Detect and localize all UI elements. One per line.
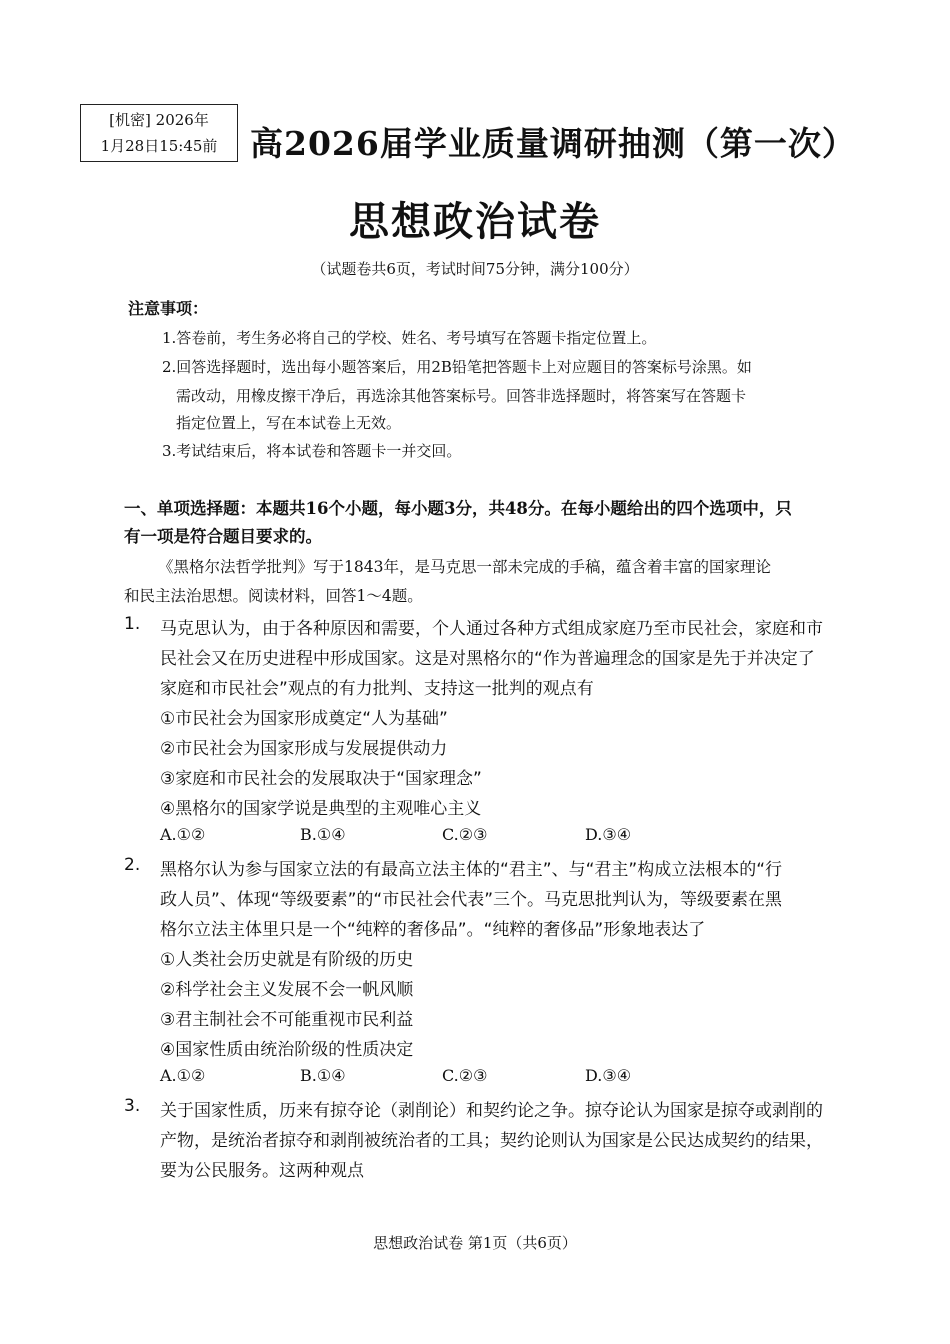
- question-3-stem: 要为公民服务。这两种观点: [160, 1161, 364, 1181]
- material-intro-cont: 和民主法治思想。阅读材料，回答1～4题。: [124, 587, 423, 605]
- question-number: 1.: [124, 614, 141, 634]
- question-2-option-d: D.③④: [585, 1066, 632, 1085]
- question-number: 2.: [124, 855, 141, 875]
- stamp-line-2: 1月28日15:45前: [100, 137, 218, 155]
- exam-title: 高2026届学业质量调研抽测（第一次）: [250, 124, 856, 163]
- question-1-stem: 民社会又在历史进程中形成国家。这是对黑格尔的“作为普遍理念的国家是先于并决定了: [160, 649, 815, 669]
- question-1-option-a: A.①②: [160, 825, 206, 844]
- question-2-item: ②科学社会主义发展不会一帆风顺: [160, 980, 414, 1000]
- question-2-option-c: C.②③: [442, 1066, 488, 1085]
- question-1-option-d: D.③④: [585, 825, 632, 844]
- question-2-stem: 格尔立法主体里只是一个“纯粹的奢侈品”。“纯粹的奢侈品”形象地表达了: [160, 920, 706, 940]
- question-1-item: ④黑格尔的国家学说是典型的主观唯心主义: [160, 799, 482, 819]
- question-2-item: ③君主制社会不可能重视市民利益: [160, 1010, 414, 1030]
- note-line: 3.考试结束后，将本试卷和答题卡一并交回。: [162, 442, 462, 460]
- question-1-item: ③家庭和市民社会的发展取决于“国家理念”: [160, 769, 482, 789]
- stamp-line-1: [机密] 2026年: [109, 111, 209, 129]
- question-2-option-b: B.①④: [300, 1066, 346, 1085]
- question-1-item: ②市民社会为国家形成与发展提供动力: [160, 739, 448, 759]
- question-number: 3.: [124, 1096, 141, 1116]
- section-heading-cont: 有一项是符合题目要求的。: [124, 527, 322, 546]
- question-1-item: ①市民社会为国家形成奠定“人为基础”: [160, 709, 448, 729]
- exam-info: （试题卷共6页，考试时间75分钟，满分100分）: [311, 260, 639, 278]
- note-line: 指定位置上，写在本试卷上无效。: [176, 414, 402, 432]
- question-3-stem: 关于国家性质，历来有掠夺论（剥削论）和契约论之争。掠夺论认为国家是掠夺或剥削的: [160, 1101, 823, 1121]
- question-2-stem: 黑格尔认为参与国家立法的有最高立法主体的“君主”、与“君主”构成立法根本的“行: [160, 860, 783, 880]
- question-1-stem: 马克思认为，由于各种原因和需要，个人通过各种方式组成家庭乃至市民社会，家庭和市: [160, 619, 823, 639]
- confidential-stamp: [80, 104, 238, 162]
- question-3-stem: 产物，是统治者掠夺和剥削被统治者的工具；契约论则认为国家是公民达成契约的结果，: [160, 1131, 823, 1151]
- question-2-item: ④国家性质由统治阶级的性质决定: [160, 1040, 414, 1060]
- question-2-stem: 政人员”、体现“等级要素”的“市民社会代表”三个。马克思批判认为，等级要素在黑: [160, 890, 783, 910]
- question-2-item: ①人类社会历史就是有阶级的历史: [160, 950, 414, 970]
- question-1-option-b: B.①④: [300, 825, 346, 844]
- note-line: 1.答卷前，考生务必将自己的学校、姓名、考号填写在答题卡指定位置上。: [162, 329, 657, 347]
- material-intro: 《黑格尔法哲学批判》写于1843年，是马克思一部未完成的手稿，蕴含着丰富的国家理论: [158, 558, 771, 576]
- note-line: 需改动，用橡皮擦干净后，再选涂其他答案标号。回答非选择题时，将答案写在答题卡: [176, 387, 747, 405]
- note-line: 2.回答选择题时，选出每小题答案后，用2B铅笔把答题卡上对应题目的答案标号涂黑。如: [162, 358, 752, 376]
- section-heading: 一、单项选择题：本题共16个小题，每小题3分，共48分。在每小题给出的四个选项中，只: [124, 499, 792, 518]
- question-1-option-c: C.②③: [442, 825, 488, 844]
- notes-heading: 注意事项：: [128, 299, 209, 318]
- page-footer: 思想政治试卷 第1页（共6页）: [373, 1234, 577, 1252]
- question-2-option-a: A.①②: [160, 1066, 206, 1085]
- question-1-stem: 家庭和市民社会”观点的有力批判、支持这一批判的观点有: [160, 679, 594, 699]
- subject-title: 思想政治试卷: [349, 198, 601, 245]
